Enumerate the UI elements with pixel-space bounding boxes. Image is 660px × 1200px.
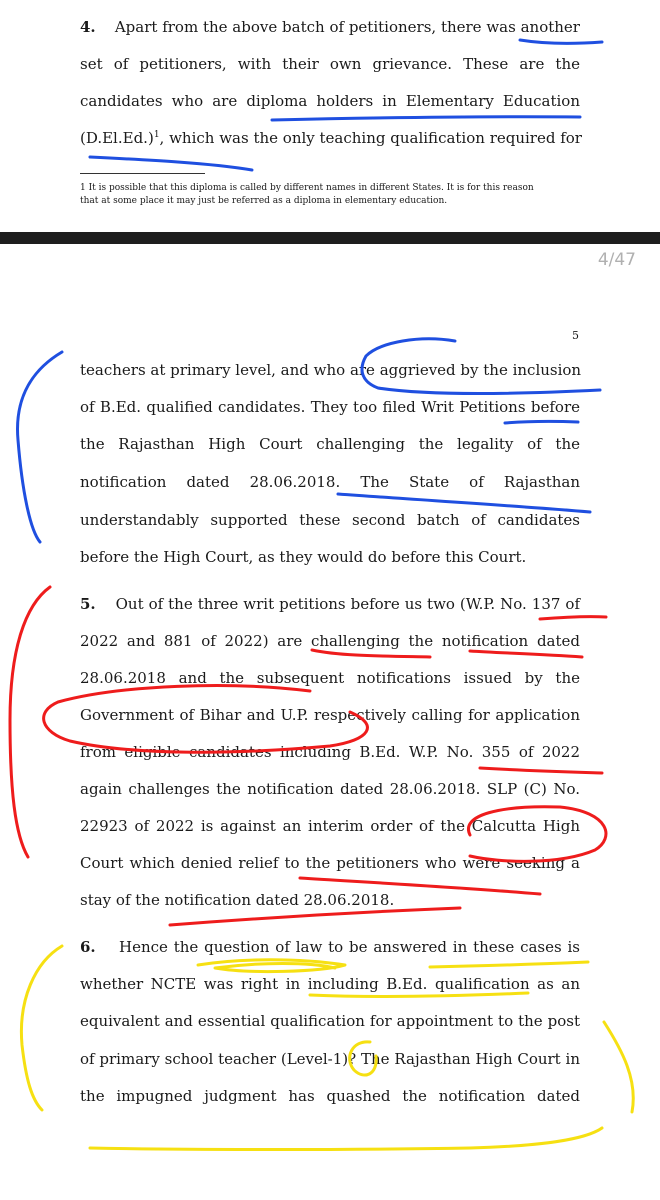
para4-line-1: 4. Apart from the above batch of petitioners, there was another <box>80 18 580 36</box>
text-line: before the High Court, as they would do before this Court. <box>80 548 527 566</box>
document-page-5 <box>0 284 660 1200</box>
text-line: 2022 and 881 of 2022) are challenging the notification dated <box>80 632 580 650</box>
para5-number: 5. <box>80 595 96 613</box>
text-line: Court which denied relief to the petitioners who were seeking a <box>80 854 580 872</box>
text-line: of B.Ed. qualified candidates. They too filed Writ Petitions before <box>80 398 580 416</box>
footnote-line-2: that at some place it may just be referred as a diploma in elementary education. <box>80 196 448 206</box>
text-line: equivalent and essential qualification for appointment to the post <box>80 1012 580 1030</box>
footnote-ref[interactable]: 1 <box>153 130 160 140</box>
text-line: whether NCTE was right in including B.Ed. qualification as an <box>80 975 580 993</box>
page-counter: 4/47 <box>597 250 636 270</box>
para4-number: 4. <box>80 18 96 36</box>
text-line: of primary school teacher (Level-1)? The Rajasthan High Court in <box>80 1050 580 1068</box>
text-line: the impugned judgment has quashed the notification dated <box>80 1087 580 1105</box>
text-line: 28.06.2018 and the subsequent notifications issued by the <box>80 669 580 687</box>
para4-line-4: $(D.El.Ed.)^1$, which was the only teaching qualification required for <box>80 129 582 147</box>
text-line: understandably supported these second batch of candidates <box>80 511 580 529</box>
text-line: 22923 of 2022 is against an interim order of the Calcutta High <box>80 817 580 835</box>
text-line: stay of the notification dated 28.06.2018. <box>80 891 395 909</box>
para5-line-1: 5. Out of the three writ petitions before us two (W.P. No. 137 of <box>80 595 580 613</box>
page-break <box>0 232 660 284</box>
page-number: 5 <box>572 329 579 342</box>
text-line: notification dated 28.06.2018. The State of Rajasthan <box>80 473 580 491</box>
text-line: teachers at primary level, and who are aggrieved by the inclusion <box>80 361 582 379</box>
text-line: again challenges the notification dated 28.06.2018. SLP (C) No. <box>80 780 580 798</box>
para6-line-1: 6. Hence the question of law to be answered in these cases is <box>80 938 581 956</box>
document-page-4 <box>0 0 660 232</box>
text-line: from eligible candidates including B.Ed. W.P. No. 355 of 2022 <box>80 743 580 761</box>
footnote-line-1: 1 It is possible that this diploma is called by different names in different States. It is for this reason <box>80 183 534 193</box>
para4-line-2: set of petitioners, with their own grievance. These are the <box>80 55 580 73</box>
para4-line-3: candidates who are diploma holders in Elementary Education <box>80 92 580 110</box>
text-line: the Rajasthan High Court challenging the legality of the <box>80 435 580 453</box>
para6-number: 6. <box>80 938 96 956</box>
text-line: Government of Bihar and U.P. respectively calling for application <box>80 706 580 724</box>
footnote-separator <box>80 173 205 174</box>
